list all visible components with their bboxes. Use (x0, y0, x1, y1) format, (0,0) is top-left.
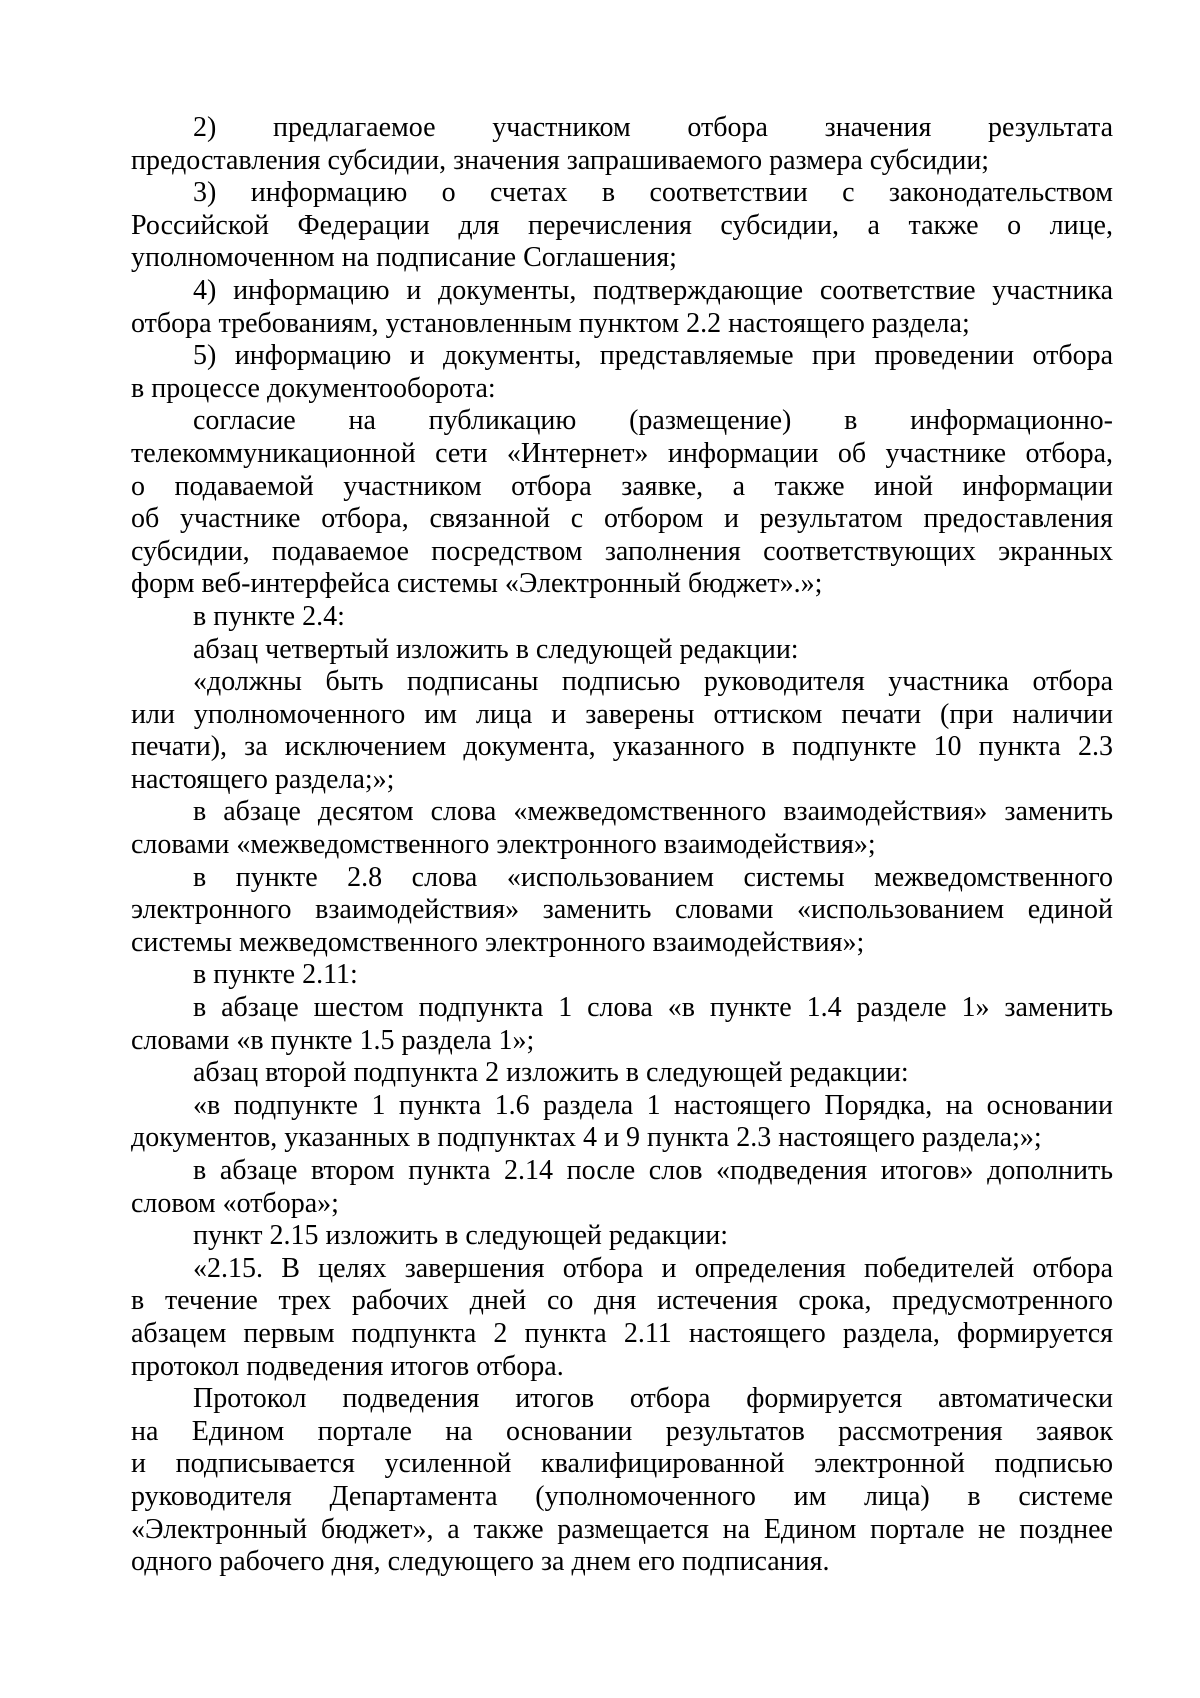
text-line: 3) информацию о счетах в соответствии с законодательством (193, 177, 1113, 209)
document-body (131, 112, 1113, 1579)
paragraph (131, 405, 1113, 601)
paragraph (131, 1220, 1113, 1253)
paragraph (131, 959, 1113, 992)
text-line: предоставления субсидии, значения запрашиваемого размера субсидии; (131, 144, 990, 176)
text-line: «2.15. В целях завершения отбора и определения победителей отбора (193, 1252, 1113, 1284)
text-line: Российской Федерации для перечисления субсидии, а также о лице, (131, 209, 1113, 241)
paragraph (131, 1090, 1113, 1155)
text-line: одного рабочего дня, следующего за днем его подписания. (131, 1546, 830, 1578)
text-line: «должны быть подписаны подписью руководителя участника отбора (193, 666, 1113, 698)
paragraph (131, 1253, 1113, 1383)
text-line: о подаваемой участником отбора заявке, а также иной информации (131, 470, 1113, 502)
text-line: в абзаце десятом слова «межведомственного взаимодействия» заменить (193, 796, 1113, 828)
text-line: согласие на публикацию (размещение) в информационно- (193, 405, 1113, 437)
text-line: настоящего раздела;»; (131, 763, 395, 795)
text-line: или уполномоченного им лица и заверены оттиском печати (при наличии (131, 698, 1113, 730)
text-line: «в подпункте 1 пункта 1.6 раздела 1 настоящего Порядка, на основании (193, 1089, 1113, 1121)
paragraph (131, 1383, 1113, 1579)
text-line: печати), за исключением документа, указанного в подпункте 10 пункта 2.3 (131, 731, 1113, 763)
paragraph (131, 112, 1113, 177)
text-line: протокол подведения итогов отбора. (131, 1350, 564, 1382)
text-line: пункт 2.15 изложить в следующей редакции: (193, 1220, 728, 1252)
text-line: Протокол подведения итогов отбора формируется автоматически (193, 1383, 1113, 1415)
text-line: 4) информацию и документы, подтверждающие соответствие участника (193, 274, 1113, 306)
text-line: и подписывается усиленной квалифицированной электронной подписью (131, 1448, 1113, 1480)
text-line: в процессе документооборота: (131, 372, 496, 404)
text-line: словами «в пункте 1.5 раздела 1»; (131, 1024, 535, 1056)
paragraph (131, 666, 1113, 796)
text-line: руководителя Департамента (уполномоченного им лица) в системе (131, 1480, 1113, 1512)
text-line: в пункте 2.8 слова «использованием системы межведомственного (193, 861, 1113, 893)
text-line: в пункте 2.4: (193, 600, 345, 632)
text-line: документов, указанных в подпунктах 4 и 9 пункта 2.3 настоящего раздела;»; (131, 1122, 1042, 1154)
text-line: об участнике отбора, связанной с отбором и результатом предоставления (131, 503, 1113, 535)
text-line: словом «отбора»; (131, 1187, 339, 1219)
text-line: 2) предлагаемое участником отбора значения результата (193, 112, 1113, 143)
paragraph (131, 992, 1113, 1057)
paragraph (131, 796, 1113, 861)
paragraph (131, 634, 1113, 667)
text-line: форм веб-интерфейса системы «Электронный бюджет».»; (131, 568, 823, 600)
paragraph (131, 601, 1113, 634)
text-line: системы межведомственного электронного взаимодействия»; (131, 926, 865, 958)
text-line: уполномоченном на подписание Соглашения; (131, 242, 677, 274)
text-line: отбора требованиям, установленным пунктом 2.2 настоящего раздела; (131, 307, 970, 339)
paragraph (131, 275, 1113, 340)
text-line: в течение трех рабочих дней со дня истечения срока, предусмотренного (131, 1285, 1113, 1317)
text-line: в пункте 2.11: (193, 959, 358, 991)
text-line: в абзаце шестом подпункта 1 слова «в пункте 1.4 разделе 1» заменить (193, 992, 1113, 1024)
text-line: абзац четвертый изложить в следующей редакции: (193, 633, 799, 665)
text-line: абзац второй подпункта 2 изложить в следующей редакции: (193, 1057, 909, 1089)
paragraph (131, 1057, 1113, 1090)
paragraph (131, 862, 1113, 960)
text-line: абзацем первым подпункта 2 пункта 2.11 настоящего раздела, формируется (131, 1317, 1113, 1349)
text-line: словами «межведомственного электронного взаимодействия»; (131, 829, 876, 861)
paragraph (131, 177, 1113, 275)
text-line: на Едином портале на основании результатов рассмотрения заявок (131, 1415, 1113, 1447)
text-line: «Электронный бюджет», а также размещается на Едином портале не позднее (131, 1513, 1113, 1545)
text-line: телекоммуникационной сети «Интернет» информации об участнике отбора, (131, 437, 1113, 469)
paragraph (131, 340, 1113, 405)
text-line: 5) информацию и документы, представляемые при проведении отбора (193, 340, 1113, 372)
text-line: электронного взаимодействия» заменить словами «использованием единой (131, 894, 1113, 926)
paragraph (131, 1155, 1113, 1220)
text-line: в абзаце втором пункта 2.14 после слов «подведения итогов» дополнить (193, 1155, 1113, 1186)
text-line: субсидии, подаваемое посредством заполнения соответствующих экранных (131, 535, 1113, 567)
